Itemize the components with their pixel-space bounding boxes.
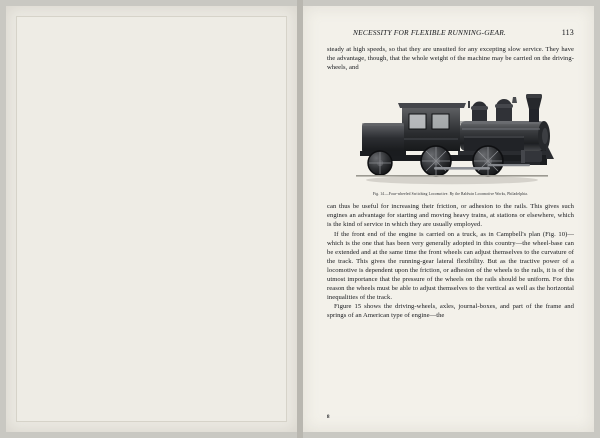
left-page xyxy=(6,6,297,432)
paragraph-3: Figure 15 shows the driving-wheels, axles, journal-boxes, and part of the frame and springs of an American type of engine—the xyxy=(327,303,574,320)
figure-block xyxy=(327,81,574,196)
top-paragraph: steady at high speeds, so that they are unsuited for any excepting slow service. They have the advantage, though, that the whole weight of the machine may be carried on the driving-wheels, and xyxy=(327,46,574,72)
left-page-blank-content xyxy=(17,17,286,421)
figure-caption: Fig. 14.—Four-wheeled Switching Locomotive. By the Baldwin Locomotive Works, Philadelphia. xyxy=(372,192,529,197)
locomotive-illustration xyxy=(340,81,562,189)
running-head xyxy=(327,28,574,37)
locomotive-icon xyxy=(340,81,562,189)
lower-text-block xyxy=(327,202,574,320)
right-page xyxy=(303,6,594,432)
left-page-surface xyxy=(16,16,287,422)
running-head-title: NECESSITY FOR FLEXIBLE RUNNING-GEAR. xyxy=(353,28,506,37)
paragraph-1: can thus be useful for increasing their friction, or adhesion to the rails. This gives such engines an advantage for starting and moving heavy trains, at stations or elsewhere, which is the kind of service in which they are usually employed. xyxy=(327,203,574,229)
paragraph-2: If the front end of the engine is carried on a truck, as in Campbell's plan (Fig. 10)—which is the one that has been very generally adopted in this country—the wheel-base can be extended and at the same time the front wheels can adjust themselves to the curvature of the track. This gives the running-gear lateral flexibility. But as the tractive power of a locomotive is dependent upon the friction, or adhesion of the wheels to the rails, it is of the utmost importance that the pressure of the wheels on the rails should be uniform. For this reason the wheels must be able to adjust themselves to the vertical as well as the horizontal inequalities of the track. xyxy=(327,230,574,302)
signature-mark: 8 xyxy=(327,415,330,420)
right-page-content xyxy=(327,28,574,418)
page-number: 113 xyxy=(561,28,574,37)
